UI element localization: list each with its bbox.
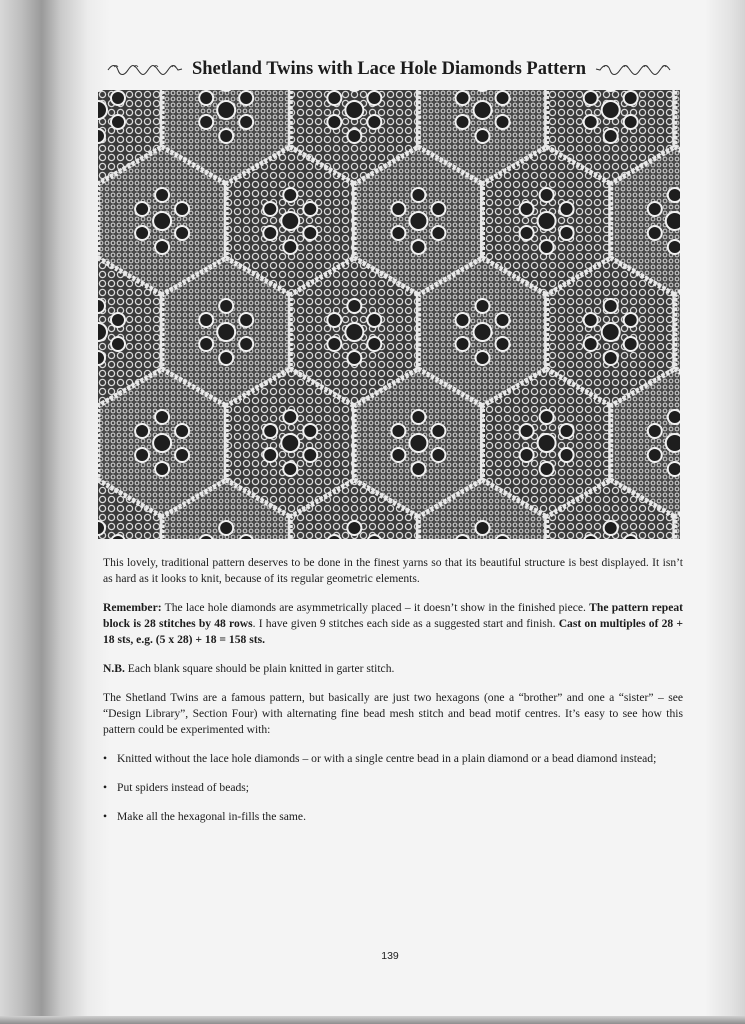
page-edge-shadow: [705, 0, 745, 1024]
left-swirl-ornament: [106, 62, 184, 76]
nb-label: N.B.: [103, 662, 125, 675]
page-bottom-edge: [0, 1016, 745, 1024]
page-number: 139: [381, 950, 399, 962]
remember-label: Remember:: [103, 601, 162, 614]
bullet-icon: •: [103, 752, 108, 765]
list-item: • Knitted without the lace hole diamonds – or with a single centre bead in a plain diamond or a bead diamond instead;: [103, 752, 657, 765]
remember-text-2: . I have given 9 stitches each side as a suggested start and finish.: [252, 617, 559, 630]
list-item: • Put spiders instead of beads;: [103, 781, 250, 794]
bullet-icon: •: [103, 810, 108, 823]
nb-text: Each blank square should be plain knitted in garter stitch.: [124, 662, 395, 675]
repeat-block-text: The pattern repeat block is 28 stitches by 48 rows: [103, 601, 683, 630]
right-swirl-ornament: [594, 62, 672, 76]
variation-list: [103, 751, 683, 825]
list-item: • Make all the hexagonal in-fills the same.: [103, 810, 306, 823]
lace-knitting-photo-icon: [98, 90, 680, 539]
cast-on-text: Cast on multiples of 28 + 18 sts, e.g. (5 x 28) + 18 = 158 sts.: [103, 617, 683, 646]
book-spine-shadow: [0, 0, 110, 1024]
intro-paragraph: This lovely, traditional pattern deserves to be done in the finest yarns so that its beautiful structure is best displayed. It isn’t as hard as it looks to knit, because of its regular geometric elements.: [103, 556, 683, 585]
body-text: [103, 555, 683, 838]
remember-paragraph: [103, 600, 683, 648]
shetland-twins-paragraph: The Shetland Twins are a famous pattern, but basically are just two hexagons (one a “brother” and one a “sister” – see “Design Library”, Section Four) with alternating fine bead mesh stitch and bead motif centres. It’s easy to see how this pattern could be experimented with:: [103, 691, 683, 736]
lace-pattern-photo: [98, 90, 680, 539]
bullet-icon: •: [103, 781, 108, 794]
remember-text-1: The lace hole diamonds are asymmetrically placed – it doesn’t show in the finished piece.: [161, 601, 590, 614]
nb-paragraph: [103, 661, 683, 677]
title-row: [96, 54, 682, 84]
page-title: Shetland Twins with Lace Hole Diamonds Pattern: [191, 58, 586, 79]
